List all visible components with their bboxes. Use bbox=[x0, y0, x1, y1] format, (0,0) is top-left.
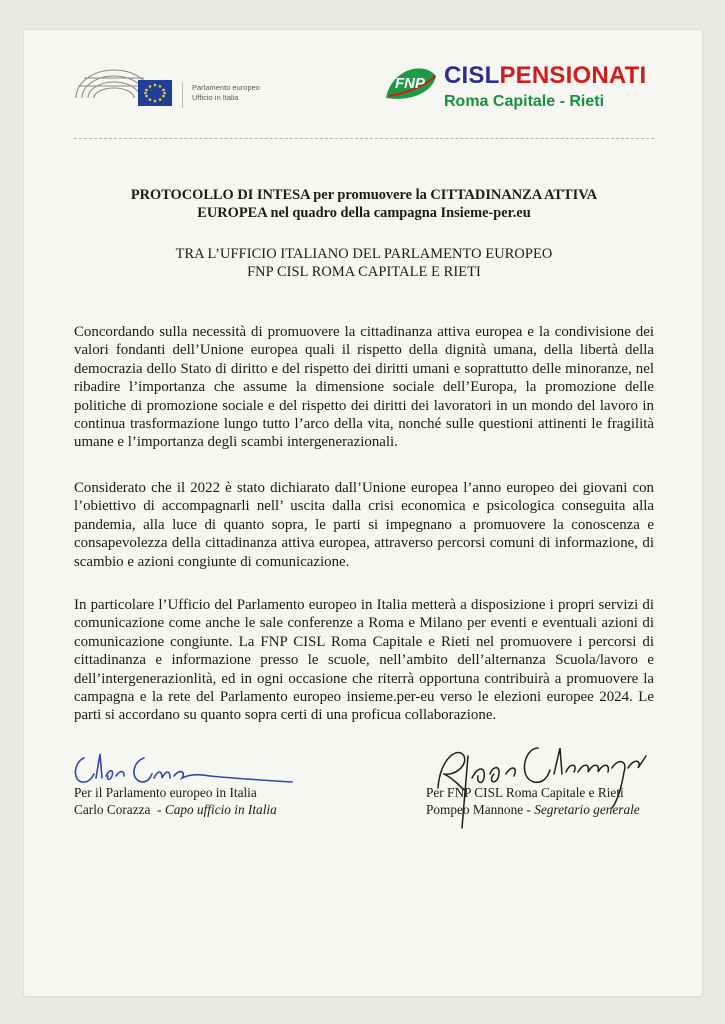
right-signatory-role: - Segretario generale bbox=[526, 802, 640, 817]
right-signatory-name: Pompeo Mannone bbox=[426, 802, 524, 817]
fnp-badge-text: FNP bbox=[395, 75, 425, 92]
header-divider bbox=[74, 138, 654, 139]
left-signatory-entity: Per il Parlamento europeo in Italia bbox=[74, 785, 257, 800]
paragraph-3: In particolare l’Ufficio del Parlamento europeo in Italia metterà a disposizione i propri servizi di comunicazione come anche le sale conferenze a Roma e Milano per eventi e eventuali azioni di comunicazione congiunte. La FNP CISL Roma Capitale e Rieti nel promuovere i percorsi di cittadinanza e informazione presso le scuole, nell’ambito dell’alternanza Scuola/lavoro e dell’intergenerazionlità, ed in ogni occasione che riterrà opportuna contribuirà a promuovere la campagna e la rete del Parlamento europeo insieme.per-eu verso le elezioni europee 2024. Le parti si accordano su quanto sopra certi di una proficua collaborazione. bbox=[74, 597, 654, 724]
paragraph-1: Concordando sulla necessità di promuovere la cittadinanza attiva europea e la condivisione dei valori fondanti dell’Unione europea quali il rispetto della dignità umana, della libertà della democrazia dello Stato di diritto e del rispetto dei diritti umani e soprattutto delle minoranze, nel ribadire l’importanza che assume la dimensione sociale dell’Europa, la promozione delle politiche di promozione sociale e del rispetto dei diritti dei lavoratori in un mondo del lavoro in continua trasformazione lungo tutto l’arco della vita, nonché sulle questioni attinenti le fragilità umane e l’importanza degli scambi intergenerazionali. bbox=[74, 324, 654, 451]
left-signatory-name: Carlo Corazza bbox=[74, 802, 151, 817]
left-signature-block bbox=[74, 784, 277, 818]
cisl-subtitle: Roma Capitale - Rieti bbox=[444, 93, 605, 110]
cisl-pensionati-title: CISLPENSIONATI bbox=[444, 62, 647, 89]
fnp-badge-logo bbox=[383, 62, 439, 102]
right-signature-block bbox=[426, 784, 640, 818]
right-signatory-entity: Per FNP CISL Roma Capitale e Rieti bbox=[426, 785, 624, 800]
protocol-title: PROTOCOLLO DI INTESA per promuovere la CITTADINANZA ATTIVA EUROPEA nel quadro della campagna Insieme-per.eu bbox=[130, 187, 598, 221]
parties-heading: TRA L’UFFICIO ITALIANO DEL PARLAMENTO EUROPEO FNP CISL ROMA CAPITALE E RIETI bbox=[175, 246, 553, 280]
logo-divider bbox=[182, 82, 183, 108]
left-signatory-role: - Capo ufficio in Italia bbox=[157, 802, 277, 817]
paragraph-2: Considerato che il 2022 è stato dichiarato dall’Unione europea l’anno europeo dei giovani con l’obiettivo di accompagnarli nell’ uscita dalla crisi economica e psicologica conseguita alla pandemia, alla luce di quanto sopra, le parti si impegnano a promuovere la conoscenza e consapevolezza della cittadinanza attiva europea, attraverso percorsi comuni di informazione, di scambio e azioni congiunte di comunicazione. bbox=[74, 480, 654, 570]
european-parliament-label: Parlamento europeo Ufficio in Italia bbox=[192, 83, 260, 102]
